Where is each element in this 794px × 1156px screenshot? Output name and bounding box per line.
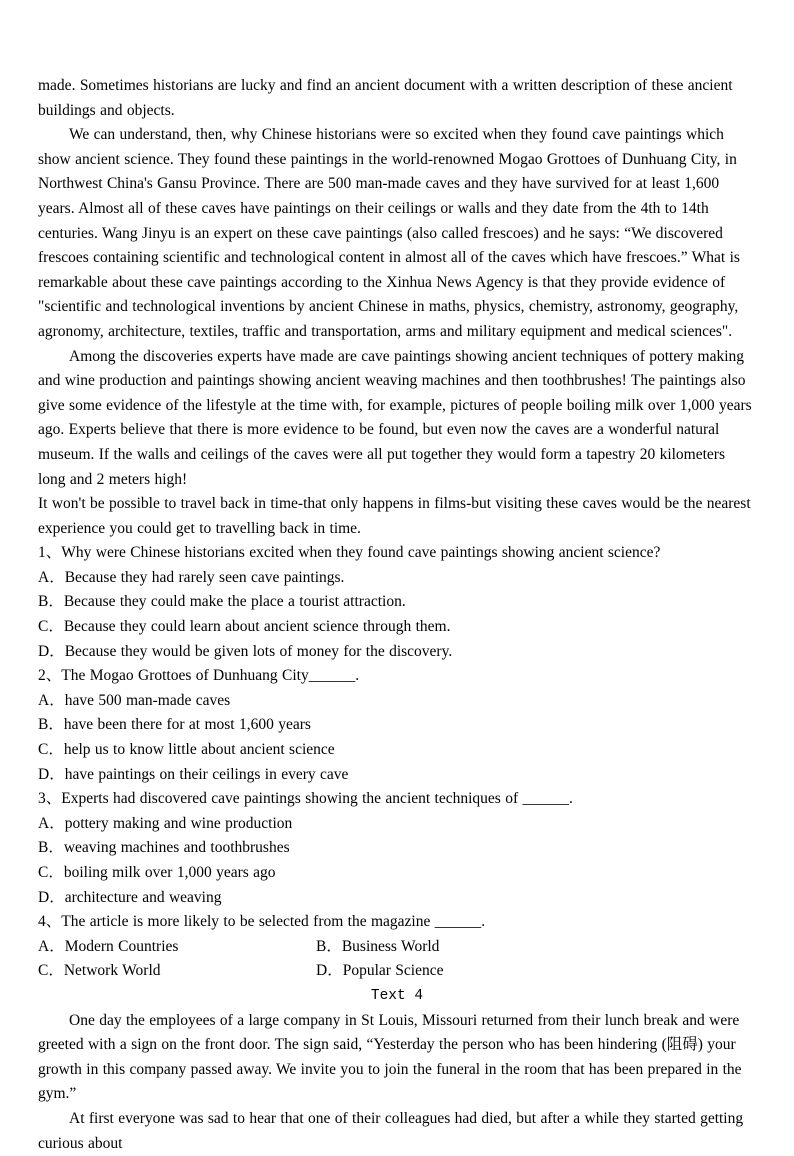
paragraph-at-first: At first everyone was sad to hear that one of their colleagues had died, but after a while they started getting curious about: [38, 1109, 744, 1152]
section-heading-text-4: Text 4: [370, 987, 424, 1004]
question-4: [38, 910, 756, 984]
question-3-option-a: A．pottery making and wine production: [38, 814, 293, 832]
question-4-option-b: B．Business World: [316, 937, 440, 955]
question-1-option-d: D．Because they would be given lots of money for the discovery.: [38, 642, 453, 660]
question-2-option-a: A．have 500 man-made caves: [38, 691, 231, 709]
paragraph-discoveries: Among the discoveries experts have made are cave paintings showing ancient techniques of pottery making and wine production and paintings showing ancient weaving machines and then toothbrushes! The paintings also give some evidence of the lifestyle at the time with, for example, pictures of people boiling milk over 1,000 years ago. Experts believe that there is more evidence to be found, but even now the caves are a wonderful natural museum. If the walls and ceilings of the caves were all put together they would form a tapestry 20 kilometers long and 2 meters high!: [38, 347, 752, 488]
question-1-option-a: A．Because they had rarely seen cave paintings.: [38, 568, 345, 586]
question-2: [38, 664, 756, 787]
question-4-option-a: A．Modern Countries: [38, 937, 179, 955]
question-1-option-b: B．Because they could make the place a tourist attraction.: [38, 593, 406, 611]
paragraph-continuation: made. Sometimes historians are lucky and find an ancient document with a written description of these ancient buildings and objects.: [38, 77, 733, 119]
question-3-option-c: C．boiling milk over 1,000 years ago: [38, 864, 276, 881]
question-3: [38, 787, 756, 910]
question-4-option-c: C．Network World: [38, 962, 161, 980]
paragraph-cave-paintings: We can understand, then, why Chinese historians were so excited when they found cave paintings which show ancient science. They found these paintings in the world-renowned Mogao Grottoes of Dunhuang City, in Northwest China's Gansu Province. There are 500 man-made caves and they have survived for at least 1,600 years. Almost all of these caves have paintings on their ceilings or walls and they date from the 4th to 14th centuries. Wang Jinyu is an expert on these cave paintings (also called frescoes) and he says: “We discovered frescoes containing scientific and technological content in almost all of the caves which have frescoes.” What is remarkable about these cave paintings according to the Xinhua News Agency is that they provide evidence of "scientific and technological inventions by ancient Chinese in maths, physics, chemistry, astronomy, geography, agronomy, architecture, textiles, traffic and transportation, arms and military equipment and medical sciences".: [38, 126, 740, 340]
question-2-option-d: D．have paintings on their ceilings in every cave: [38, 765, 349, 783]
question-4-stem: 4、The article is more likely to be selected from the magazine ______.: [38, 913, 486, 931]
question-3-option-d: D．architecture and weaving: [38, 888, 222, 906]
question-1-option-c: C．Because they could learn about ancient science through them.: [38, 618, 451, 636]
question-4-option-d: D．Popular Science: [316, 962, 444, 980]
question-3-option-b: B．weaving machines and toothbrushes: [38, 839, 290, 857]
paragraph-travel-back: It won't be possible to travel back in time-that only happens in films-but visiting these caves would be the nearest experience you could get to travelling back in time.: [38, 495, 751, 537]
question-1-stem: 1、Why were Chinese historians excited when they found cave paintings showing ancient science?: [38, 544, 661, 562]
question-3-stem: 3、Experts had discovered cave paintings showing the ancient techniques of ______.: [38, 790, 573, 808]
question-4-options: [38, 935, 756, 984]
question-2-option-b: B．have been there for at most 1,600 years: [38, 716, 311, 734]
question-2-stem: 2、The Mogao Grottoes of Dunhuang City______.: [38, 667, 360, 685]
question-2-option-c: C．help us to know little about ancient science: [38, 741, 335, 759]
question-1: [38, 541, 756, 664]
paragraph-st-louis: One day the employees of a large company in St Louis, Missouri returned from their lunch break and were greeted with a sign on the front door. The sign said, “Yesterday the person who has been hindering (阻碍) your growth in this company passed away. We invite you to join the funeral in the room that has been prepared in the gym.”: [38, 1011, 742, 1103]
